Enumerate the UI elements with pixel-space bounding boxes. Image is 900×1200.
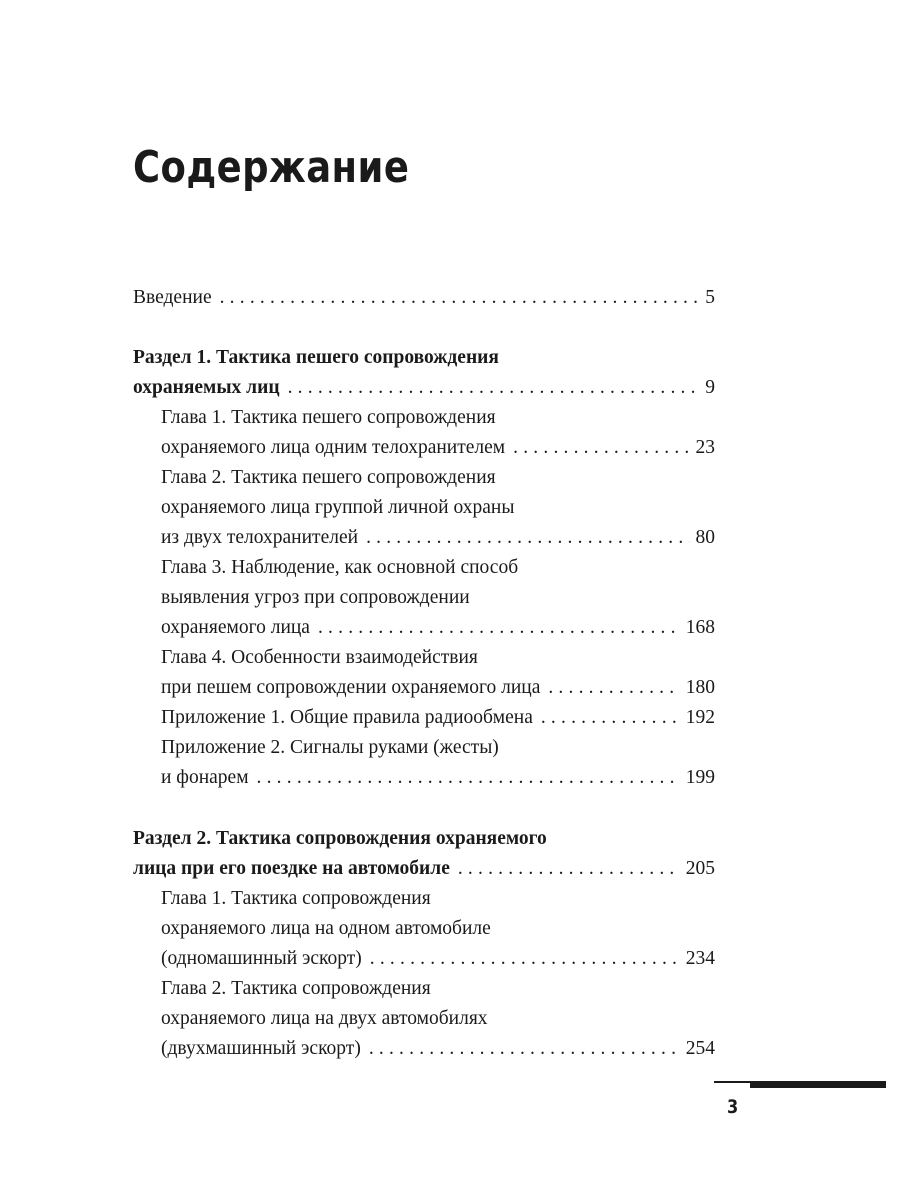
toc-entry-title: (двухмашинный эскорт): [161, 1038, 361, 1059]
toc-entry-title: охраняемого лица одним телохранителем: [161, 437, 506, 458]
footer-rule-thick: [750, 1083, 886, 1088]
toc-page-number: 168: [685, 617, 715, 638]
page-title: Содержание: [133, 142, 410, 193]
toc-entry-title: Глава 1. Тактика пешего сопровождения: [161, 407, 496, 428]
toc-page-number: 199: [685, 767, 715, 788]
toc-page-number: 23: [695, 437, 715, 458]
toc-entry-title: Глава 1. Тактика сопровождения: [161, 888, 431, 909]
toc-entry-title: Раздел 2. Тактика сопровождения охраняемого: [133, 828, 547, 849]
leader-dots: [548, 673, 679, 703]
toc-page-number: 234: [685, 948, 715, 969]
toc-entry-title: охраняемых лиц: [133, 377, 280, 398]
toc-page-number: 5: [705, 287, 715, 308]
leader-dots: [366, 523, 689, 553]
toc-entry-introduction: [133, 283, 715, 313]
toc-entry-title: охраняемого лица на двух автомобилях: [161, 1008, 488, 1029]
toc-entry-title: (одномашинный эскорт): [161, 948, 362, 969]
toc-entry-title: Глава 2. Тактика пешего сопровождения: [161, 467, 496, 488]
leader-dots: [318, 613, 680, 643]
toc-page-number: 80: [695, 527, 715, 548]
toc-chapter: [133, 884, 715, 974]
toc-entry-title: и фонарем: [161, 767, 249, 788]
leader-dots: [257, 763, 680, 793]
toc-entry-title: охраняемого лица на одном автомобиле: [161, 918, 491, 939]
leader-dots: [458, 854, 680, 884]
leader-dots: [541, 703, 680, 733]
toc-entry-title: Введение: [133, 287, 212, 308]
toc-entry-title: Глава 2. Тактика сопровождения: [161, 978, 431, 999]
page-number: 3: [727, 1096, 739, 1118]
toc-page-number: 180: [685, 677, 715, 698]
toc-section-1: [133, 343, 715, 403]
toc-page-number: 205: [685, 858, 715, 879]
toc-entry-title: при пешем сопровождении охраняемого лица: [161, 677, 541, 698]
toc-entry-title: выявления угроз при сопровождении: [161, 587, 470, 608]
toc-entry-title: охраняемого лица группой личной охраны: [161, 497, 515, 518]
toc-section-2: [133, 824, 715, 884]
toc-entry-title: лица при его поездке на автомобиле: [133, 858, 450, 879]
toc-appendix: [133, 703, 715, 733]
toc-entry-title: охраняемого лица: [161, 617, 310, 638]
toc-page-number: 9: [705, 377, 715, 398]
leader-dots: [220, 283, 700, 313]
toc-entry-title: Раздел 1. Тактика пешего сопровождения: [133, 347, 499, 368]
toc-entry-title: Приложение 1. Общие правила радиообмена: [161, 707, 533, 728]
leader-dots: [370, 944, 680, 974]
toc-chapter: [133, 463, 715, 553]
toc-chapter: [133, 643, 715, 703]
toc-chapter: [133, 403, 715, 463]
toc-entry-title: из двух телохранителей: [161, 527, 359, 548]
leader-dots: [369, 1034, 680, 1064]
toc-chapter: [133, 553, 715, 643]
toc-entry-title: Глава 4. Особенности взаимодействия: [161, 647, 478, 668]
toc-entry-title: Приложение 2. Сигналы руками (жесты): [161, 737, 499, 758]
toc-chapter: [133, 974, 715, 1064]
leader-dots: [513, 433, 689, 463]
toc-page-number: 192: [685, 707, 715, 728]
leader-dots: [288, 373, 700, 403]
toc-entry-title: Глава 3. Наблюдение, как основной способ: [161, 557, 519, 578]
toc-page-number: 254: [685, 1038, 715, 1059]
toc-appendix: [133, 733, 715, 793]
table-of-contents: [133, 283, 715, 1064]
